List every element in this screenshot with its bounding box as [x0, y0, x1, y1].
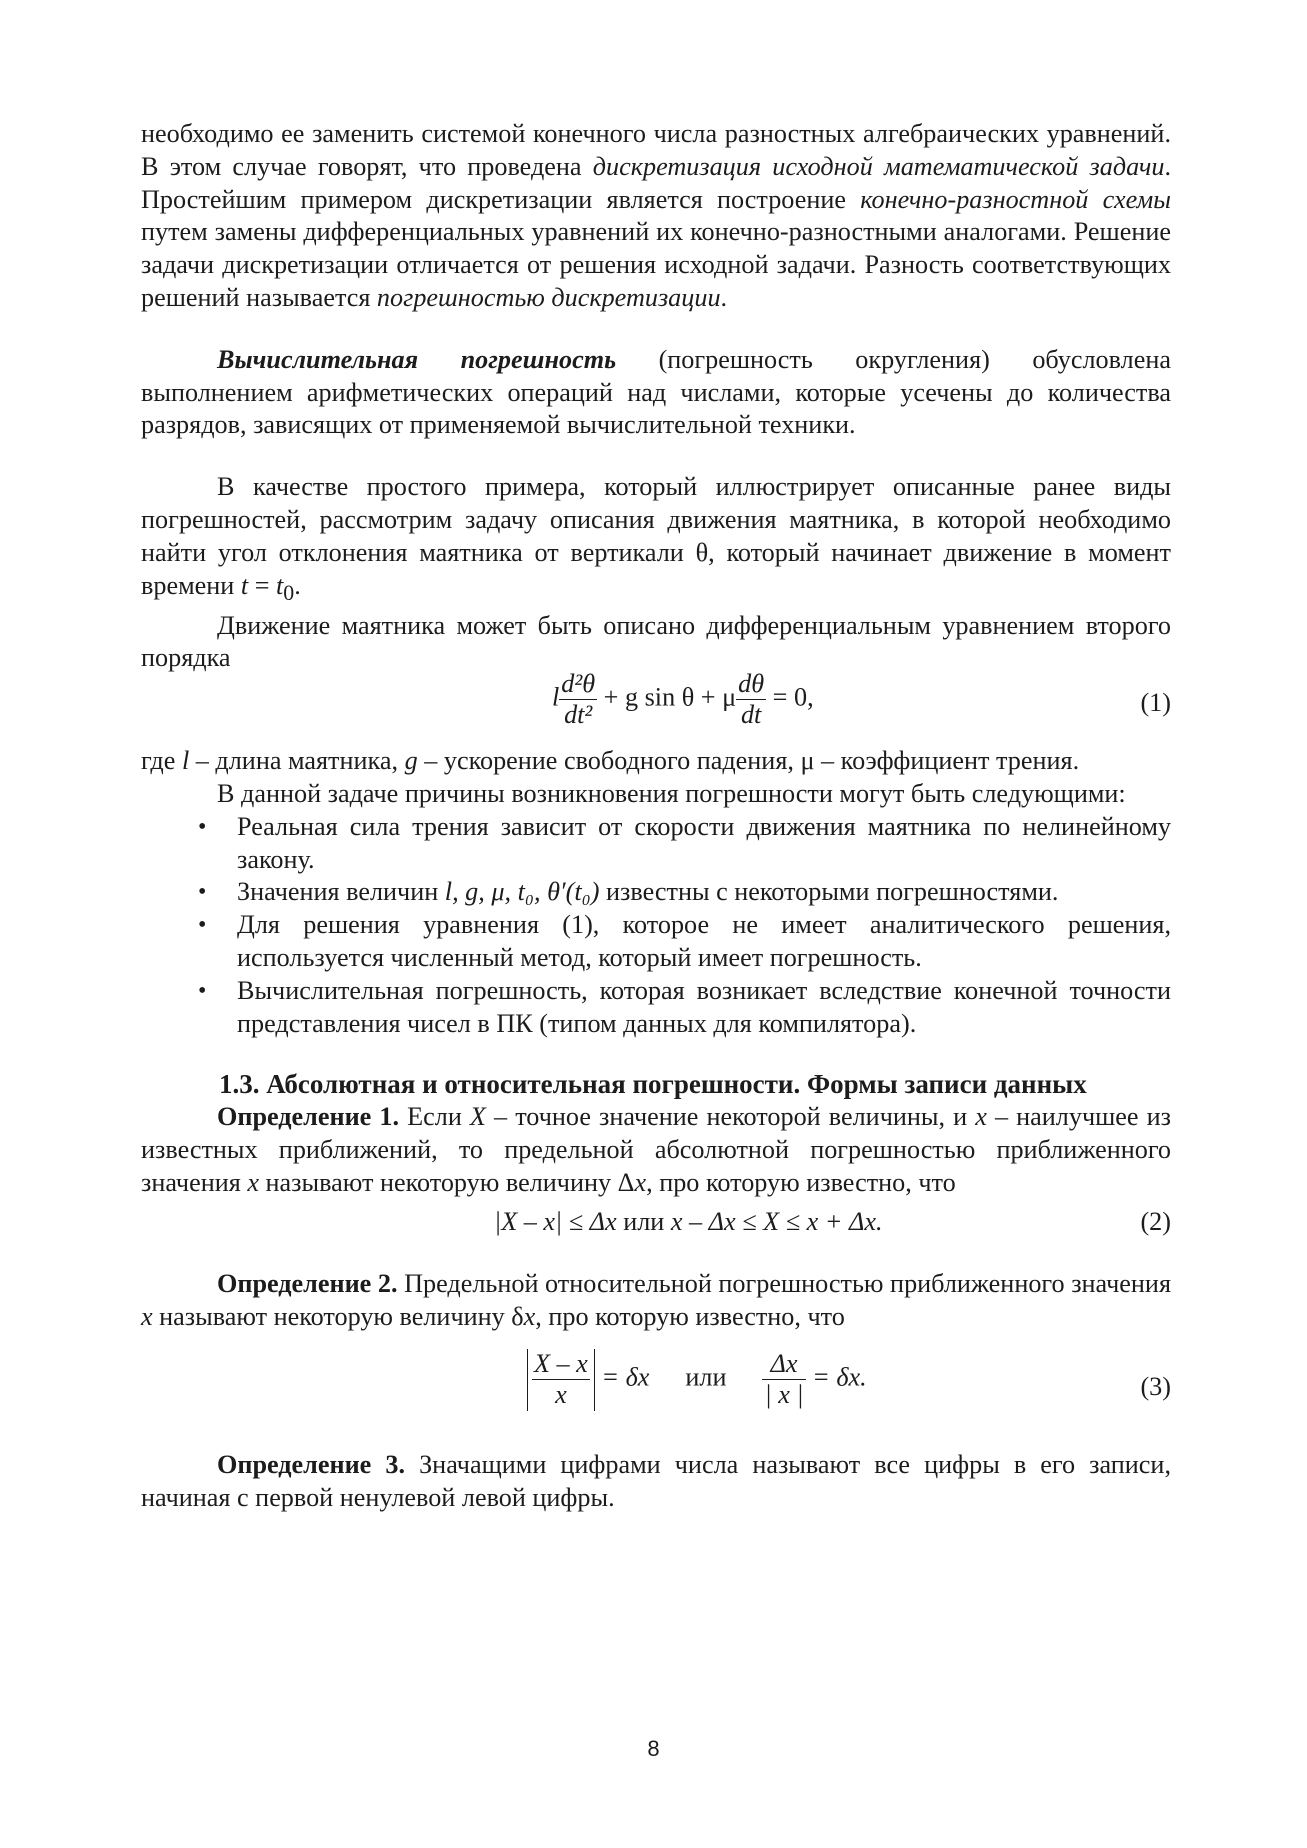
text: Предельной относительной погрешностью приближенного значения — [397, 1268, 1171, 1298]
text: Значащими цифрами числа называют все цифры в его записи, начиная с первой ненулевой левой цифры. — [141, 1450, 1171, 1513]
equation-number: (3) — [1140, 1372, 1171, 1402]
fraction — [532, 1349, 590, 1410]
equation-rhs: x – Δx ≤ X ≤ x + Δx. — [670, 1206, 883, 1236]
text: Вычислительная погрешность, которая возникает вследствие конечной точности представления чисел в ПК (типом данных для компилятора). — [237, 975, 1171, 1038]
list-item — [141, 909, 1171, 975]
equation-lhs: |X – x| ≤ Δx — [494, 1206, 617, 1236]
text: Значения величин — [237, 877, 445, 907]
causes-list — [141, 811, 1171, 1041]
equation-part: = δx — [594, 1362, 650, 1392]
equation-number: (1) — [1140, 688, 1171, 718]
text: путем замены дифференциальных уравнений их конечно-разностными аналогами. Решение задачи дискретизации отличается от решения исходной задачи. Разность соответствующих решений называется — [141, 217, 1171, 312]
var-l: l — [181, 746, 190, 776]
text: называют некоторую величину δ — [152, 1301, 524, 1331]
paragraph-discretization — [141, 118, 1171, 315]
fraction — [736, 669, 766, 730]
text: В качестве простого примера, который иллюстрирует описанные ранее виды погрешностей, рассмотрим задачу описания движения маятника, в которой необходимо найти угол отклонения маятника от вертикали θ, который начинает движение в момент времени — [141, 472, 1171, 600]
var-t0: t — [276, 570, 284, 600]
text: – ускорение свободного падения, μ – коэффициент трения. — [417, 746, 1080, 776]
numerator: dθ — [738, 669, 765, 699]
denominator: dt — [740, 700, 762, 730]
equation-1 — [141, 669, 1171, 745]
var-x: x — [523, 1301, 536, 1331]
equation-1-body — [552, 669, 814, 730]
text: – точное значение некоторой величины, и — [485, 1102, 976, 1132]
numerator: Δx — [770, 1349, 798, 1379]
text: . Простейшим примером дискретизации является построение — [141, 151, 1172, 214]
section-heading: 1.3. Абсолютная и относительная погрешности. Формы записи данных — [219, 1069, 1087, 1100]
text: (погрешность округления) обусловлена выполнением арифметических операций над числами, которые усечены до количества разрядов, зависящих от применяемой вычислительной техники. — [141, 344, 1171, 440]
paragraph-definition-1 — [141, 1101, 1171, 1199]
text: известны с некоторыми погрешностями. — [599, 877, 1059, 907]
paragraph-definition-2 — [141, 1268, 1171, 1334]
term-italic: погрешностью дискретизации — [376, 282, 721, 312]
text: В данной задаче причины возникновения погрешности могут быть следующими: — [217, 778, 1126, 808]
term-italic: дискретизация исходной математической задачи — [592, 151, 1165, 181]
page-number: 8 — [647, 1736, 660, 1761]
numerator: X – x — [534, 1349, 588, 1379]
text: где — [141, 746, 182, 776]
text: – наилучшее из известных приближений, то предельной абсолютной погрешностью приближенного значения — [141, 1102, 1171, 1197]
text: , про которую известно, что — [535, 1301, 845, 1331]
var-x: x — [141, 1301, 153, 1331]
var-l: l — [552, 682, 560, 712]
list-item — [141, 811, 1171, 877]
paragraph-where — [141, 745, 1171, 778]
var-X: X — [469, 1102, 486, 1132]
paragraph-computational-error — [141, 344, 1171, 442]
definition-label: Определение 1. — [217, 1102, 400, 1132]
list-item — [141, 975, 1171, 1041]
fraction — [559, 669, 597, 730]
list-item — [141, 876, 1171, 909]
text: . — [294, 570, 301, 600]
text: , про которую известно, что — [646, 1167, 956, 1197]
equation-terms: + g sin θ + μ — [597, 682, 737, 712]
paragraph-causes — [141, 778, 1171, 811]
term-bold-italic: Вычислительная погрешность — [217, 344, 617, 374]
equation-number: (2) — [1140, 1206, 1171, 1236]
equation-3-body — [527, 1349, 867, 1410]
var-t: t — [240, 570, 249, 600]
equation-or: или — [616, 1206, 671, 1236]
var-x: x — [247, 1167, 259, 1197]
text: необходимо ее заменить системой конечного числа разностных алгебраических уравнений. В этом случае говорят, что проведена — [141, 119, 1171, 181]
var-g: g — [404, 746, 418, 776]
text: Если — [399, 1102, 470, 1132]
page-body — [141, 118, 1171, 1515]
text: называют некоторую величину Δ — [258, 1167, 635, 1197]
subscript: 0 — [283, 580, 295, 605]
equation-2-body — [494, 1206, 883, 1239]
term-italic: конечно-разностной схемы — [860, 184, 1172, 214]
text: Для решения уравнения (1), которое не имеет аналитического решения, используется численный метод, который имеет погрешность. — [237, 910, 1171, 972]
var-x: x — [634, 1167, 647, 1197]
denominator: x — [555, 1380, 567, 1410]
text: Движение маятника может быть описано дифференциальным уравнением второго порядка — [141, 610, 1171, 673]
equation-2 — [141, 1200, 1171, 1246]
text: . — [720, 282, 728, 312]
equation-part: = δx. — [805, 1362, 867, 1392]
paragraph-pendulum-example — [141, 471, 1171, 609]
paragraph-pendulum-equation-intro — [141, 610, 1171, 676]
equation-or: или — [685, 1362, 727, 1392]
absolute-value — [527, 1349, 595, 1410]
definition-label: Определение 3. — [217, 1450, 405, 1480]
var-x: x — [975, 1102, 987, 1132]
paragraph-definition-3 — [141, 1449, 1171, 1515]
denominator: dt² — [564, 700, 593, 730]
equation-tail: = 0, — [766, 682, 814, 712]
text: Реальная сила трения зависит от скорости движения маятника по нелинейному закону. — [237, 811, 1171, 874]
text: – длина маятника, — [189, 746, 405, 776]
definition-label: Определение 2. — [217, 1268, 398, 1298]
fraction — [762, 1349, 805, 1410]
denominator: | x | — [764, 1380, 804, 1410]
numerator: d²θ — [561, 669, 596, 699]
text: = — [248, 570, 277, 600]
variables: l, g, μ, t₀, θ′(t₀) — [444, 877, 600, 907]
equation-3 — [141, 1349, 1171, 1449]
